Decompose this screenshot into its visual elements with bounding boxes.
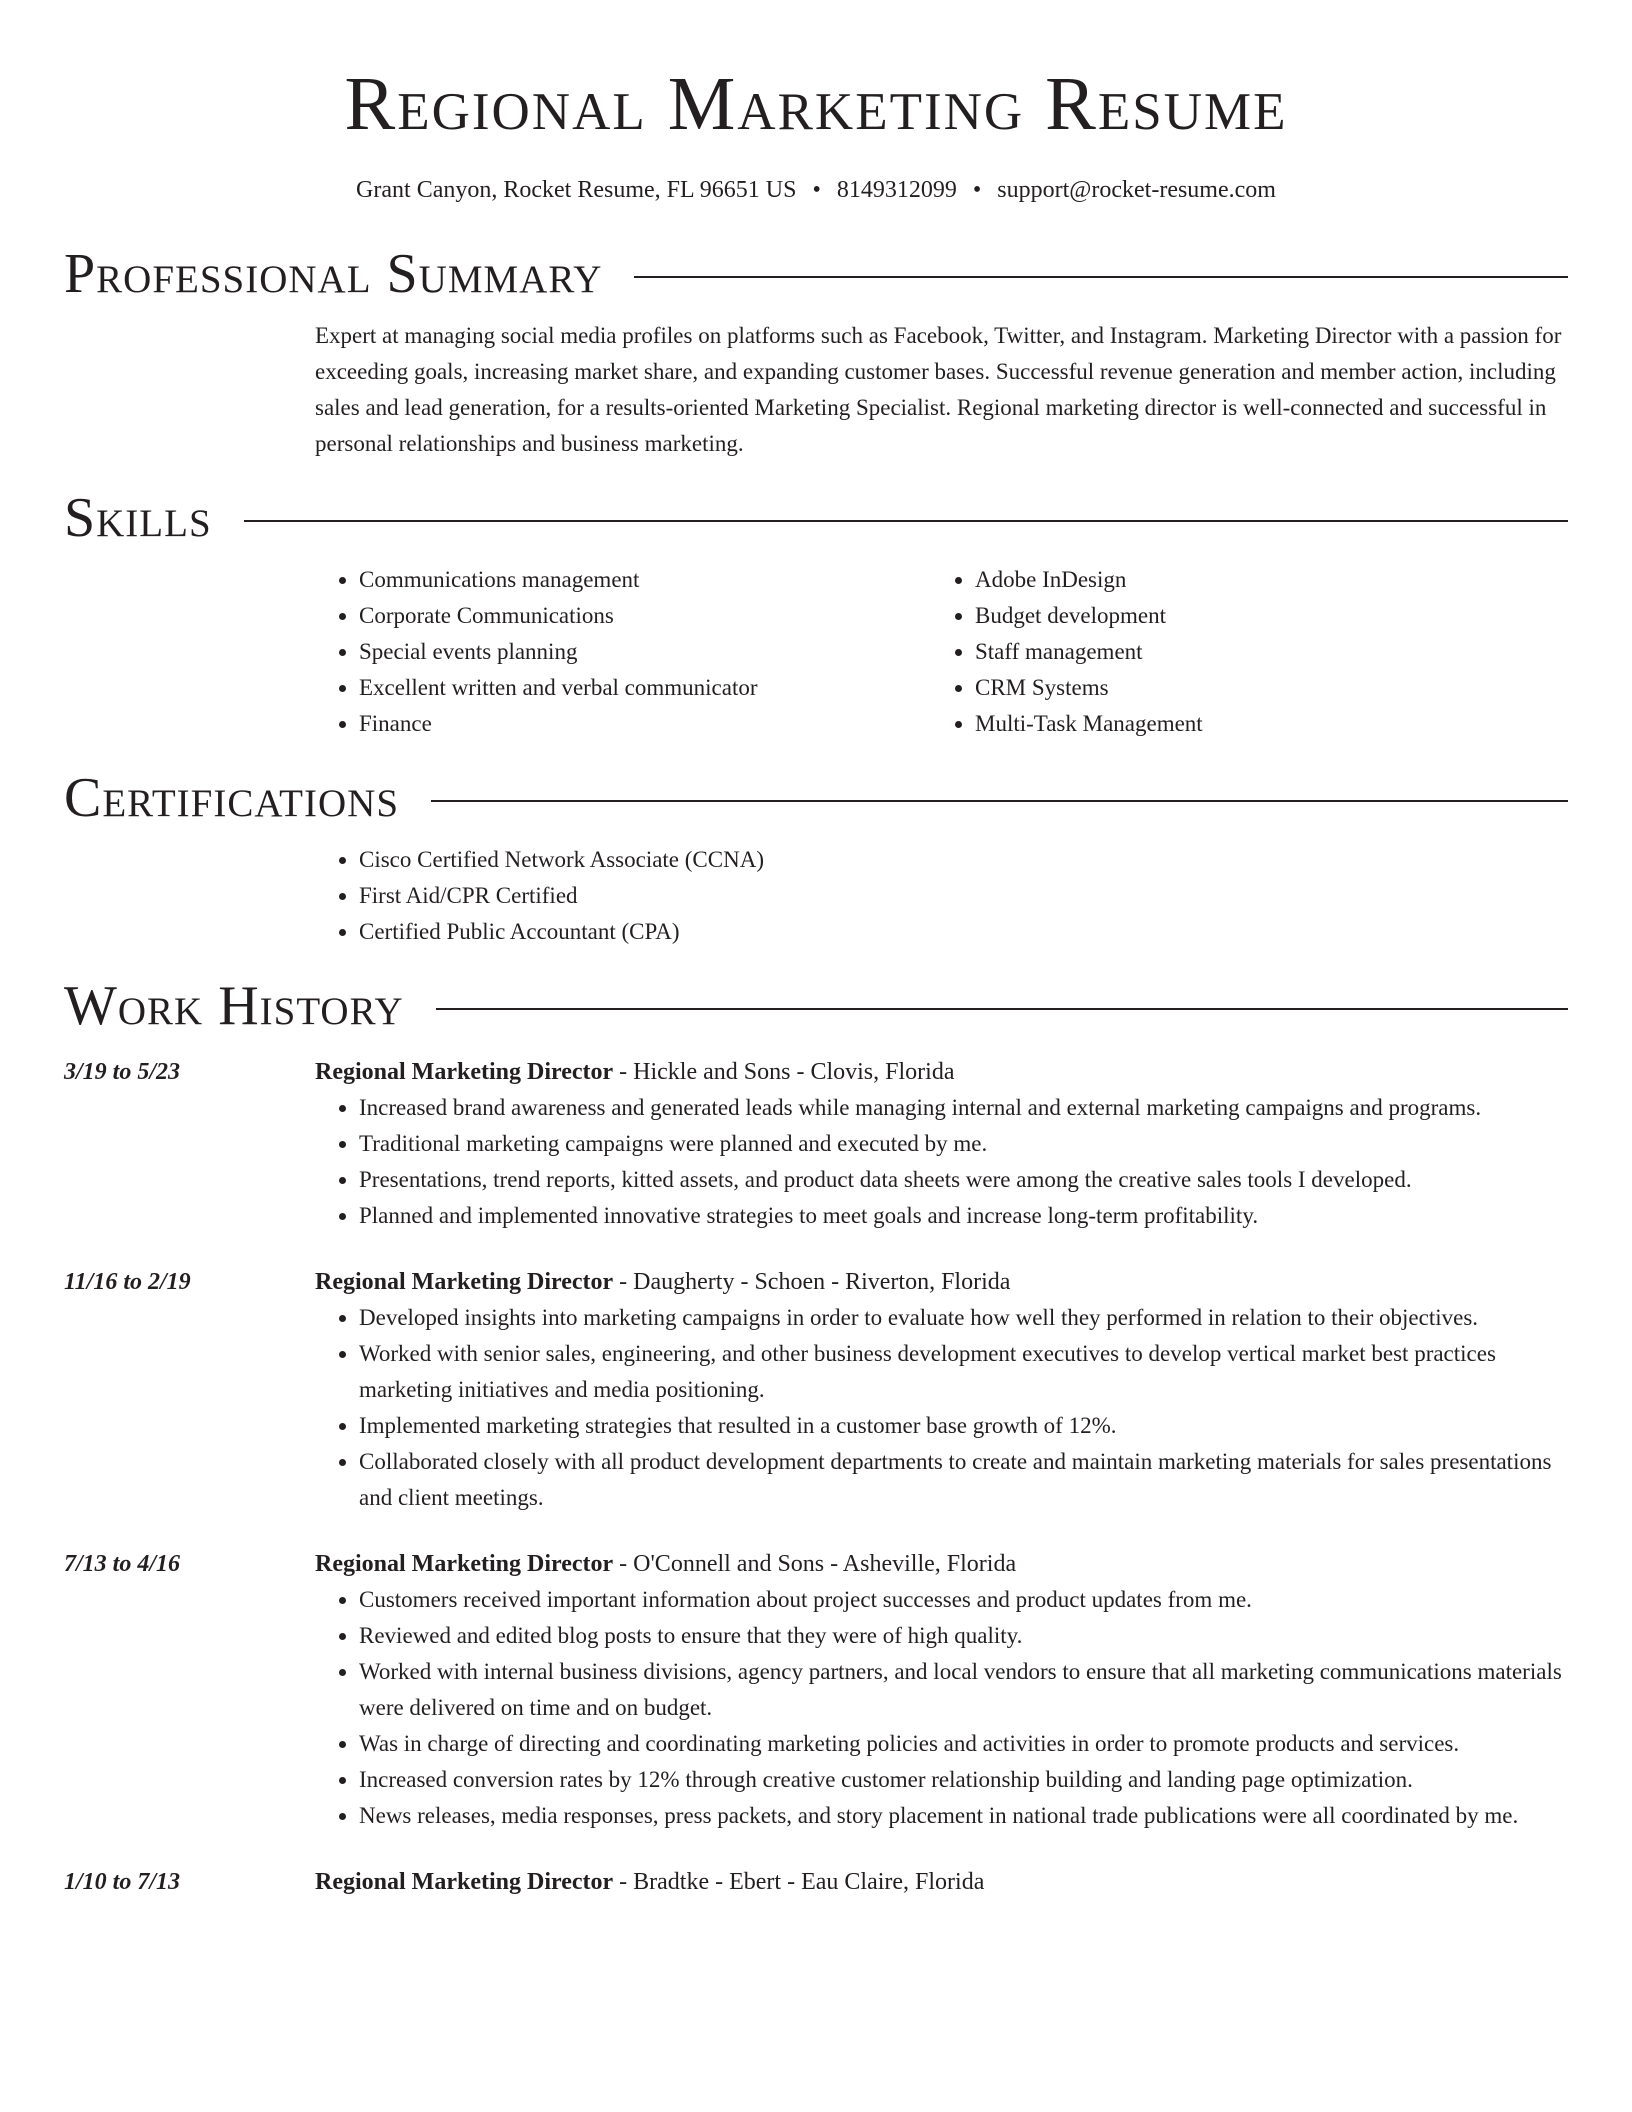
certifications-body bbox=[315, 842, 1568, 950]
job-dates: 3/19 to 5/23 bbox=[64, 1059, 181, 1085]
job-bullets bbox=[315, 1300, 1568, 1516]
skills-grid bbox=[315, 562, 1568, 742]
job-bullet: • Reviewed and edited blog posts to ensure that they were of high quality. bbox=[359, 1618, 1568, 1654]
job-dates: 1/10 to 7/13 bbox=[64, 1869, 181, 1895]
section-divider bbox=[244, 520, 1568, 522]
section-divider bbox=[431, 800, 1568, 802]
section-title-work-history: Work History bbox=[64, 975, 404, 1037]
contact-phone: 8149312099 bbox=[836, 177, 957, 203]
certification-item: • First Aid/CPR Certified bbox=[359, 878, 1568, 914]
job-bullet: • Traditional marketing campaigns were planned and executed by me. bbox=[359, 1126, 1568, 1162]
skill-item: • Budget development bbox=[975, 598, 1547, 634]
job-heading bbox=[315, 1864, 1568, 1900]
skill-item: • Excellent written and verbal communicator bbox=[359, 670, 931, 706]
job-bullet: • News releases, media responses, press packets, and story placement in national trade publications were all coordinated by me. bbox=[359, 1798, 1568, 1834]
job-heading bbox=[315, 1054, 1568, 1090]
skill-item: • Corporate Communications bbox=[359, 598, 931, 634]
job-bullet: • Was in charge of directing and coordinating marketing policies and activities in order to promote products and services. bbox=[359, 1726, 1568, 1762]
work-history-body bbox=[64, 1054, 1568, 1900]
section-header bbox=[64, 488, 1568, 548]
skills-column-left bbox=[315, 562, 931, 742]
summary-section bbox=[64, 244, 1568, 462]
skills-body bbox=[315, 562, 1568, 742]
section-title-certifications: Certifications bbox=[64, 767, 400, 829]
job-role: Regional Marketing Director bbox=[315, 1059, 614, 1085]
contact-separator: • bbox=[972, 177, 982, 203]
job-bullet: • Developed insights into marketing campaigns in order to evaluate how well they performed in relation to their objectives. bbox=[359, 1300, 1568, 1336]
certifications-section bbox=[64, 768, 1568, 950]
job-dates: 11/16 to 2/19 bbox=[64, 1269, 191, 1295]
job-entry bbox=[64, 1546, 1568, 1834]
job-bullet: • Worked with internal business divisions, agency partners, and local vendors to ensure that all marketing communications materials were delivered on time and on budget. bbox=[359, 1654, 1568, 1726]
job-bullet: • Planned and implemented innovative strategies to meet goals and increase long-term profitability. bbox=[359, 1198, 1568, 1234]
skill-item: • Multi-Task Management bbox=[975, 706, 1547, 742]
skill-item: • Special events planning bbox=[359, 634, 931, 670]
job-bullets bbox=[315, 1090, 1568, 1234]
certification-item: • Certified Public Accountant (CPA) bbox=[359, 914, 1568, 950]
contact-separator: • bbox=[812, 177, 821, 203]
contact-line bbox=[64, 174, 1568, 206]
job-heading bbox=[315, 1546, 1568, 1582]
skills-column-right bbox=[931, 562, 1547, 742]
job-company-location: - Bradtke - Ebert - Eau Claire, Florida bbox=[613, 1869, 985, 1895]
job-role: Regional Marketing Director bbox=[315, 1869, 614, 1895]
certifications-list bbox=[315, 842, 1568, 950]
job-details bbox=[315, 1264, 1568, 1516]
job-details bbox=[315, 1546, 1568, 1834]
job-entry bbox=[64, 1864, 1568, 1900]
skill-item: • Communications management bbox=[359, 562, 931, 598]
skills-list-right bbox=[931, 562, 1547, 742]
section-title-summary: Professional Summary bbox=[64, 243, 603, 305]
section-header bbox=[64, 976, 1568, 1036]
skill-item: • Finance bbox=[359, 706, 931, 742]
skill-item: • Adobe InDesign bbox=[975, 562, 1547, 598]
job-entry bbox=[64, 1264, 1568, 1516]
section-divider bbox=[436, 1008, 1568, 1010]
contact-email: support@rocket-resume.com bbox=[997, 177, 1276, 203]
summary-text: Expert at managing social media profiles on platforms such as Facebook, Twitter, and Instagram. Marketing Director with a passion for exceeding goals, increasing market share, and expanding customer bases. Successful revenue generation and member action, including sales and lead generation, for a results-oriented Marketing Specialist. Regional marketing director is well-connected and successful in personal relationships and business marketing. bbox=[315, 323, 1562, 456]
job-entry bbox=[64, 1054, 1568, 1234]
section-title-skills: Skills bbox=[64, 487, 212, 549]
contact-address: Grant Canyon, Rocket Resume, FL 96651 US bbox=[356, 177, 797, 203]
skill-item: • Staff management bbox=[975, 634, 1547, 670]
job-details bbox=[315, 1054, 1568, 1234]
job-bullet: • Increased brand awareness and generated leads while managing internal and external marketing campaigns and programs. bbox=[359, 1090, 1568, 1126]
section-header bbox=[64, 768, 1568, 828]
job-bullet: • Presentations, trend reports, kitted assets, and product data sheets were among the creative sales tools I developed. bbox=[359, 1162, 1568, 1198]
job-bullet: • Increased conversion rates by 12% through creative customer relationship building and landing page optimization. bbox=[359, 1762, 1568, 1798]
skills-list-left bbox=[315, 562, 931, 742]
section-header bbox=[64, 244, 1568, 304]
job-bullets bbox=[315, 1582, 1568, 1834]
job-role: Regional Marketing Director bbox=[315, 1551, 614, 1577]
job-dates: 7/13 to 4/16 bbox=[64, 1551, 181, 1577]
job-details bbox=[315, 1864, 1568, 1900]
job-bullet: • Worked with senior sales, engineering, and other business development executives to develop vertical market best practices marketing initiatives and media positioning. bbox=[359, 1336, 1568, 1408]
skills-section bbox=[64, 488, 1568, 742]
section-divider bbox=[634, 276, 1568, 278]
job-company-location: - Hickle and Sons - Clovis, Florida bbox=[613, 1059, 955, 1085]
job-company-location: - Daugherty - Schoen - Riverton, Florida bbox=[613, 1269, 1011, 1295]
job-bullet: • Customers received important information about project successes and product updates from me. bbox=[359, 1582, 1568, 1618]
job-bullet: • Implemented marketing strategies that resulted in a customer base growth of 12%. bbox=[359, 1408, 1568, 1444]
job-bullet: • Collaborated closely with all product development departments to create and maintain marketing materials for sales presentations and client meetings. bbox=[359, 1444, 1568, 1516]
summary-body bbox=[315, 318, 1568, 462]
job-heading bbox=[315, 1264, 1568, 1300]
work-history-section bbox=[64, 976, 1568, 1900]
certification-item: • Cisco Certified Network Associate (CCNA) bbox=[359, 842, 1568, 878]
job-company-location: - O'Connell and Sons - Asheville, Florida bbox=[613, 1551, 1017, 1577]
resume-title: Regional Marketing Resume bbox=[344, 62, 1288, 146]
job-role: Regional Marketing Director bbox=[315, 1269, 614, 1295]
skill-item: • CRM Systems bbox=[975, 670, 1547, 706]
